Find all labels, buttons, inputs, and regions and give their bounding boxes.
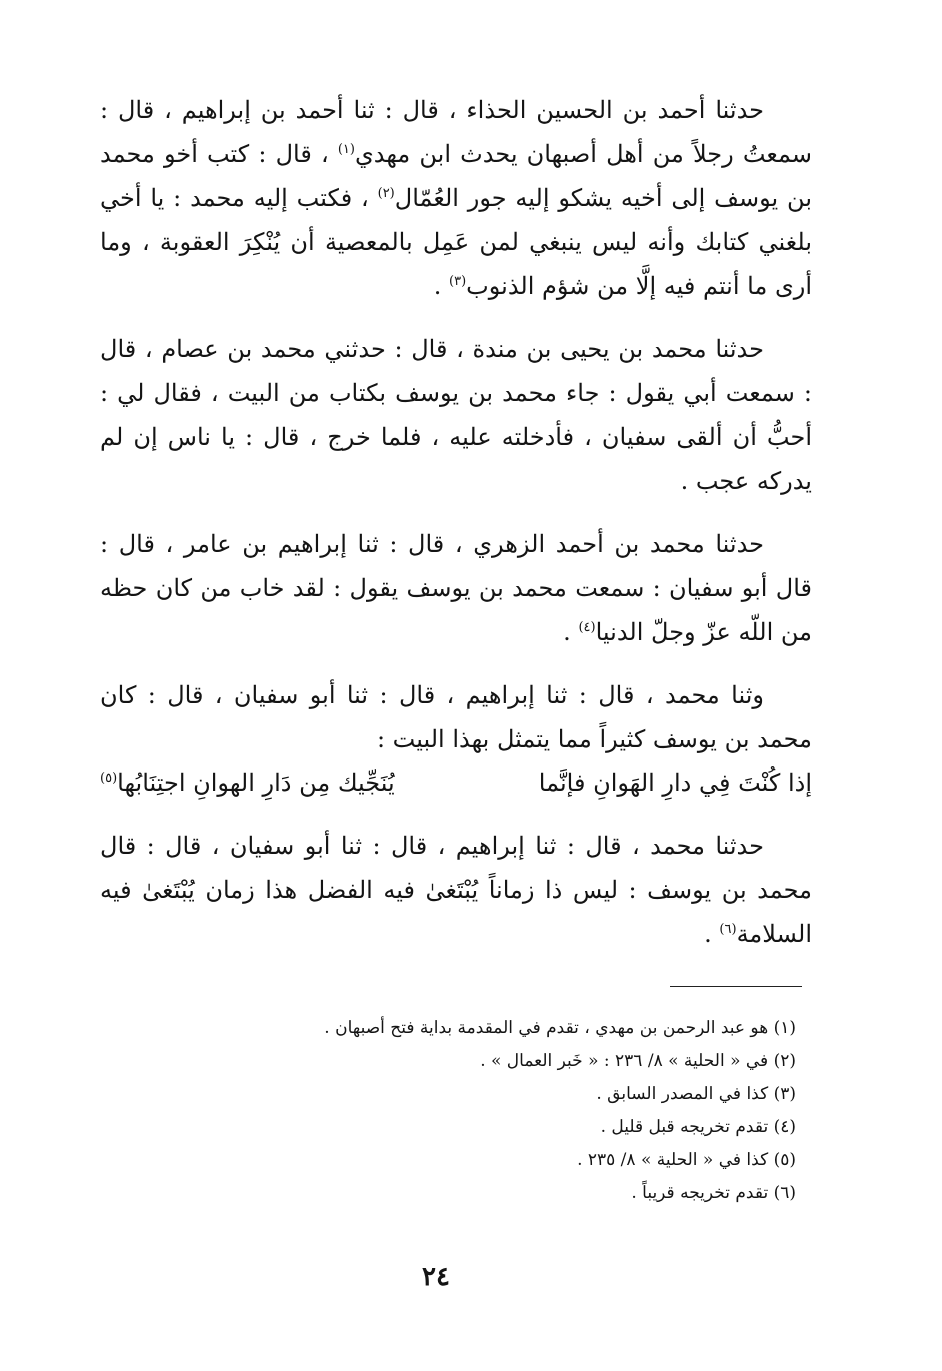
paragraph-2 bbox=[100, 327, 812, 503]
paragraph-1-indent bbox=[764, 96, 812, 124]
footnote-ref-5[interactable]: (٥) bbox=[100, 771, 118, 786]
verse-first-hemistich: إذا كُنْتَ فِي دارِ الهَوانِ فإنَّما bbox=[538, 769, 812, 797]
footnote-3: (٣) كذا في المصدر السابق . bbox=[596, 1084, 796, 1104]
paragraph-1 bbox=[100, 88, 812, 308]
paragraph-5 bbox=[100, 824, 812, 956]
paragraph-5-text-2: . bbox=[704, 920, 720, 948]
footnote-separator bbox=[670, 986, 802, 987]
footnote-4: (٤) تقدم تخريجه قبل قليل . bbox=[600, 1117, 796, 1137]
paragraph-1-text-4: . bbox=[433, 272, 449, 300]
paragraph-5-text: حدثنا محمد ، قال : ثنا إبراهيم ، قال : ثنا أبو سفيان ، قال : قال محمد بن يوسف : ليس ذا زماناً يُبْتَغىٰ فيه الفضل هذا زمان يُبْتَغىٰ فيه السلامة bbox=[100, 832, 812, 948]
footnote-ref-1[interactable]: (١) bbox=[337, 142, 355, 157]
paragraph-5-indent bbox=[764, 832, 812, 860]
paragraph-1-text-2: ، قال : كتب أخو محمد بن يوسف إلى أخيه يشكو إليه جور العُمّال bbox=[100, 140, 812, 212]
paragraph-4 bbox=[100, 673, 812, 761]
paragraph-1-text: حدثنا أحمد بن الحسين الحذاء ، قال : ثنا أحمد بن إبراهيم ، قال : سمعتُ رجلاً من أهل أصبهان يحدث ابن مهدي bbox=[100, 96, 812, 168]
footnote-6: (٦) تقدم تخريجه قريباً . bbox=[631, 1183, 796, 1203]
paragraph-3-text-2: . bbox=[563, 618, 579, 646]
paragraph-2-text: حدثنا محمد بن يحيى بن مندة ، قال : حدثني محمد بن عصام ، قال : سمعت أبي يقول : جاء محمد بن يوسف بكتاب من البيت ، فقال لي : أحبُّ أن ألقى سفيان ، فأدخلته عليه ، فلما خرج ، قال : يا ناس إن لم يدركه عجب . bbox=[100, 335, 812, 495]
paragraph-3-text: حدثنا محمد بن أحمد الزهري ، قال : ثنا إبراهيم بن عامر ، قال : قال أبو سفيان : سمعت محمد بن يوسف يقول : لقد خاب من كان حظه من اللّه عزّ وجلّ الدنيا bbox=[100, 530, 812, 646]
main-text bbox=[100, 88, 812, 975]
page-number: ٢٤ bbox=[422, 1262, 450, 1292]
poetry-verse bbox=[100, 761, 812, 805]
footnote-5: (٥) كذا في « الحلية » ٨/ ٢٣٥ . bbox=[577, 1150, 796, 1170]
paragraph-3-indent bbox=[764, 530, 812, 558]
footnote-ref-6[interactable]: (٦) bbox=[719, 922, 737, 937]
footnote-ref-3[interactable]: (٣) bbox=[449, 274, 467, 289]
paragraph-1-text-3: ، فكتب إليه محمد : يا أخي بلغني كتابك وأنه ليس ينبغي لمن عَمِل بالمعصية أن يُنْكِرَ العقوبة ، وما أرى ما أنتم فيه إلَّا من شؤم الذنوب bbox=[100, 184, 812, 300]
paragraph-4-indent bbox=[764, 681, 812, 709]
paragraph-2-indent bbox=[764, 335, 812, 363]
verse-second-hemistich: يُنَجِّيك مِن دَارِ الهوانِ اجتِنَابُها bbox=[117, 769, 395, 797]
paragraph-3 bbox=[100, 522, 812, 654]
footnotes bbox=[200, 1012, 796, 1210]
footnote-1: (١) هو عبد الرحمن بن مهدي ، تقدم في المقدمة بداية فتح أصبهان . bbox=[324, 1018, 796, 1038]
verse-second-hemistich-wrap bbox=[100, 761, 395, 805]
footnote-ref-2[interactable]: (٢) bbox=[377, 186, 395, 201]
footnote-2: (٢) في « الحلية » ٨/ ٢٣٦ : « خَبر العمال » . bbox=[480, 1051, 796, 1071]
paragraph-4-text: وثنا محمد ، قال : ثنا إبراهيم ، قال : ثنا أبو سفيان ، قال : كان محمد بن يوسف كثيراً مما يتمثل بهذا البيت : bbox=[100, 681, 812, 753]
footnote-ref-4[interactable]: (٤) bbox=[578, 620, 596, 635]
